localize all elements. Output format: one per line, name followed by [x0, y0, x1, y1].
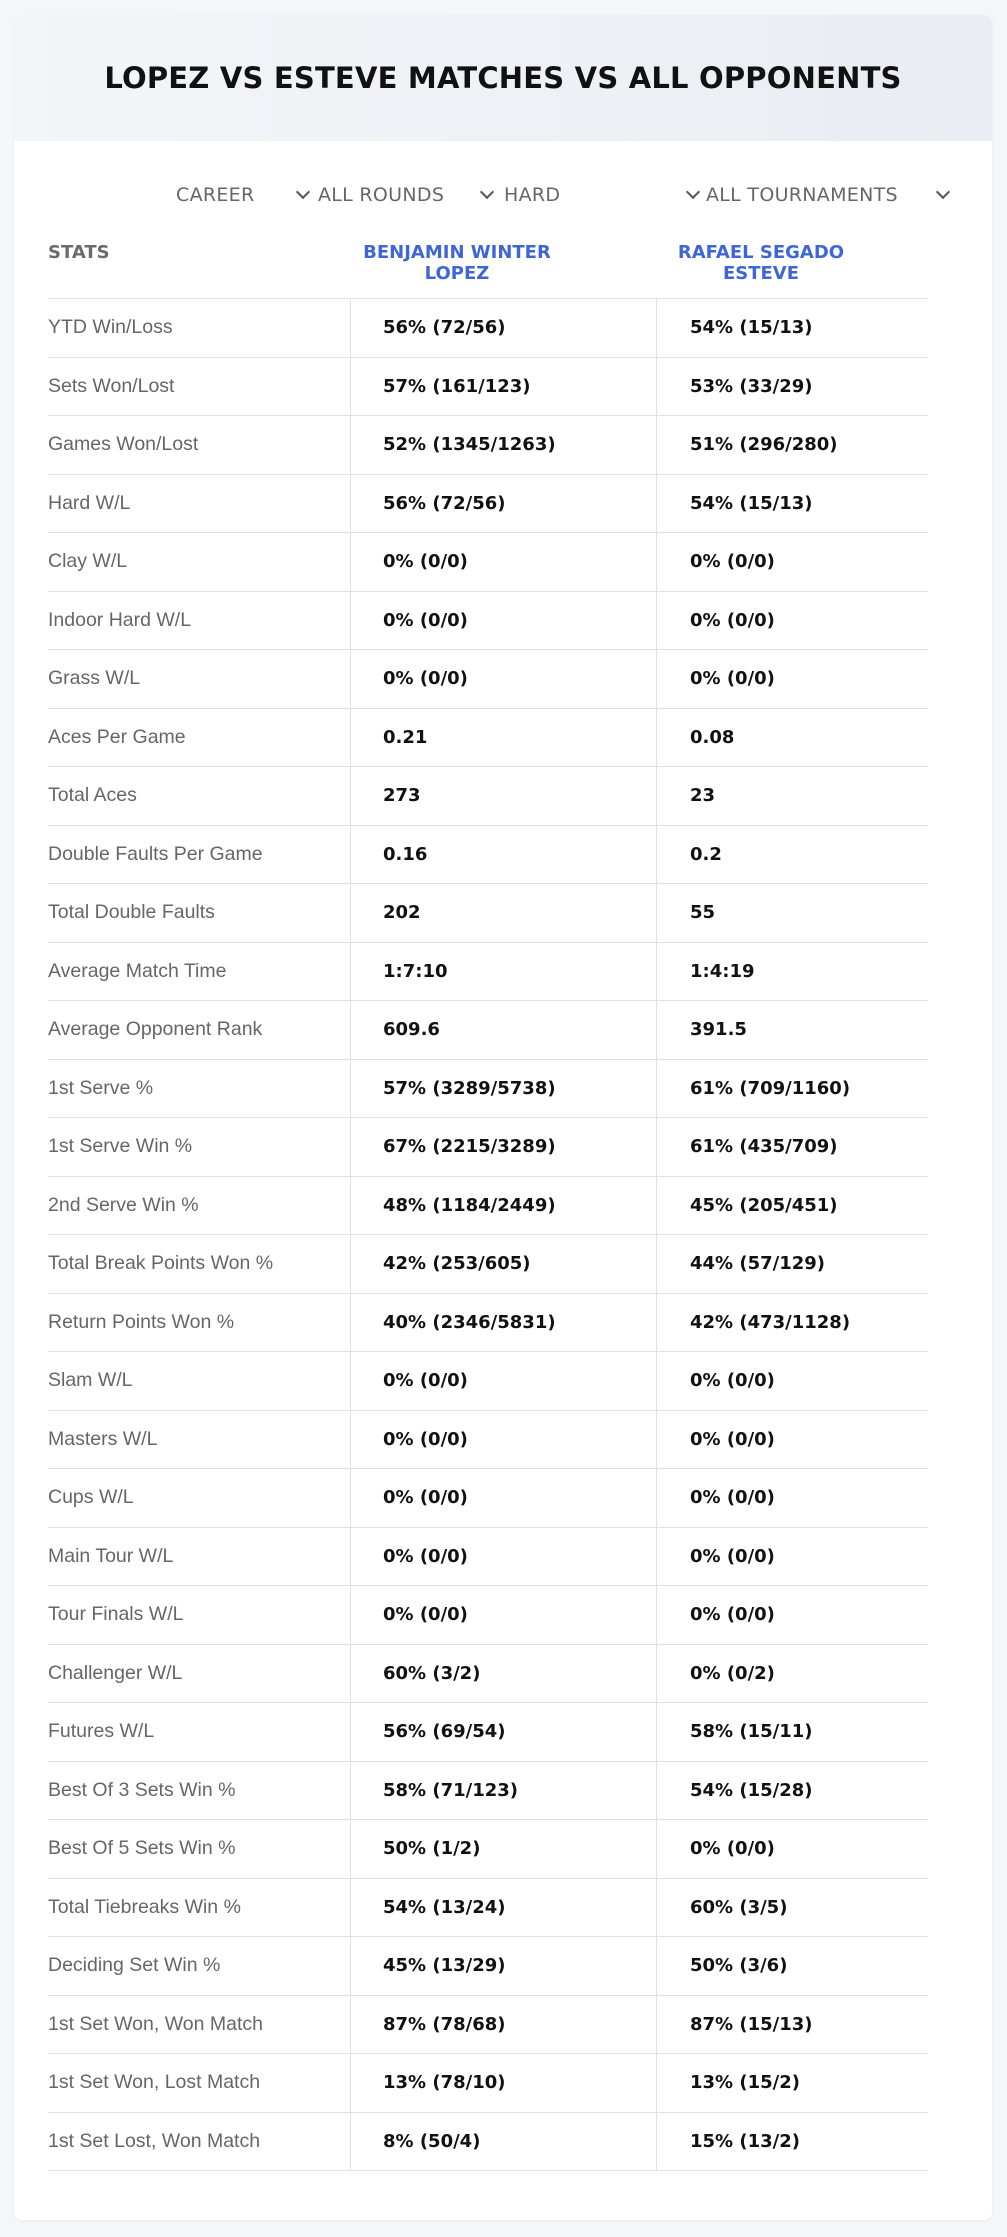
player1-value: 52% (1345/1263) [383, 434, 556, 456]
player2-value: 87% (15/13) [690, 2013, 813, 2035]
stat-label: Total Tiebreaks Win % [48, 1895, 241, 1918]
table-row [48, 1645, 928, 1704]
stat-label: Tour Finals W/L [48, 1603, 184, 1626]
player1-value: 13% (78/10) [383, 2072, 506, 2094]
player1-value: 273 [383, 785, 421, 807]
stat-label: Masters W/L [48, 1427, 158, 1450]
player1-value: 58% (71/123) [383, 1779, 518, 1801]
player1-value: 54% (13/24) [383, 1896, 506, 1918]
player2-value: 42% (473/1128) [690, 1311, 851, 1333]
table-row [48, 1177, 928, 1236]
table-row [48, 884, 928, 943]
stat-label: Slam W/L [48, 1369, 133, 1392]
player2-value: 61% (709/1160) [690, 1077, 851, 1099]
table-row [48, 767, 928, 826]
table-row [48, 358, 928, 417]
stat-label: Grass W/L [48, 667, 141, 690]
player1-value: 45% (13/29) [383, 1955, 506, 1977]
player1-value: 56% (72/56) [383, 492, 506, 514]
stats-column-header: STATS [48, 242, 110, 263]
player1-value: 8% (50/4) [383, 2130, 481, 2152]
table-row [48, 1586, 928, 1645]
player1-value: 57% (3289/5738) [383, 1077, 556, 1099]
table-row [48, 1762, 928, 1821]
table-body [48, 299, 928, 2171]
table-row [48, 299, 928, 358]
player2-value: 0.2 [690, 843, 722, 865]
player2-value: 15% (13/2) [690, 2130, 800, 2152]
stat-label: Total Break Points Won % [48, 1252, 274, 1275]
table-row [48, 2054, 928, 2113]
player2-value: 0.08 [690, 726, 735, 748]
player2-value: 51% (296/280) [690, 434, 838, 456]
table-row [48, 1060, 928, 1119]
player2-value: 13% (15/2) [690, 2072, 800, 2094]
stat-label: Best Of 5 Sets Win % [48, 1837, 236, 1860]
table-row [48, 1469, 928, 1528]
player1-value: 0.16 [383, 843, 428, 865]
player2-value: 391.5 [690, 1019, 747, 1041]
player1-value: 0% (0/0) [383, 1487, 468, 1509]
stat-label: Total Double Faults [48, 901, 215, 924]
table-row [48, 943, 928, 1002]
player2-value: 1:4:19 [690, 960, 755, 982]
chevron-down-icon [296, 185, 310, 199]
stat-label: Double Faults Per Game [48, 842, 263, 865]
table-row [48, 1001, 928, 1060]
player1-value: 0% (0/0) [383, 551, 468, 573]
player2-value: 53% (33/29) [690, 375, 813, 397]
chevron-down-icon [936, 185, 950, 199]
table-row [48, 650, 928, 709]
player2-value: 0% (0/0) [690, 1428, 775, 1450]
player2-value: 0% (0/0) [690, 1838, 775, 1860]
player1-value: 0% (0/0) [383, 609, 468, 631]
player1-value: 40% (2346/5831) [383, 1311, 556, 1333]
player2-value: 45% (205/451) [690, 1194, 838, 1216]
table-row [48, 826, 928, 885]
player2-value: 0% (0/2) [690, 1662, 775, 1684]
player2-value: 54% (15/13) [690, 492, 813, 514]
table-header [48, 222, 928, 299]
page-title: LOPEZ VS ESTEVE MATCHES VS ALL OPPONENTS [104, 61, 902, 95]
period-select[interactable] [176, 177, 314, 213]
player1-value: 202 [383, 902, 421, 924]
table-row [48, 1411, 928, 1470]
table-row [48, 1235, 928, 1294]
player2-value: 54% (15/28) [690, 1779, 813, 1801]
table-row [48, 1996, 928, 2055]
surface-select[interactable] [504, 177, 704, 213]
stat-label: Best Of 3 Sets Win % [48, 1778, 236, 1801]
player1-value: 42% (253/605) [383, 1253, 531, 1275]
stat-label: Main Tour W/L [48, 1544, 174, 1567]
chevron-down-icon [480, 185, 494, 199]
table-row [48, 1703, 928, 1762]
player2-value: 0% (0/0) [690, 609, 775, 631]
player1-value: 50% (1/2) [383, 1838, 481, 1860]
stat-label: Total Aces [48, 784, 137, 807]
table-row [48, 1118, 928, 1177]
stat-label: Average Opponent Rank [48, 1018, 263, 1041]
surface-select-value: HARD [504, 184, 561, 206]
player1-value: 0% (0/0) [383, 1545, 468, 1567]
player2-value: 58% (15/11) [690, 1721, 813, 1743]
player1-column-header[interactable]: BENJAMIN WINTER LOPEZ [363, 242, 551, 284]
player2-value: 55 [690, 902, 716, 924]
stat-label: Aces Per Game [48, 725, 186, 748]
table-row [48, 1352, 928, 1411]
player2-value: 0% (0/0) [690, 1545, 775, 1567]
player1-value: 0% (0/0) [383, 1604, 468, 1626]
player1-value: 48% (1184/2449) [383, 1194, 556, 1216]
stat-label: Futures W/L [48, 1720, 155, 1743]
player2-value: 0% (0/0) [690, 1487, 775, 1509]
stat-label: 1st Set Won, Won Match [48, 2012, 263, 2035]
player2-value: 0% (0/0) [690, 551, 775, 573]
stat-label: Hard W/L [48, 491, 131, 514]
player1-value: 56% (69/54) [383, 1721, 506, 1743]
player2-value: 54% (15/13) [690, 317, 813, 339]
player2-value: 0% (0/0) [690, 1604, 775, 1626]
player1-value: 0% (0/0) [383, 1370, 468, 1392]
player1-value: 0% (0/0) [383, 668, 468, 690]
stat-label: 1st Serve % [48, 1076, 154, 1099]
player2-value: 23 [690, 785, 716, 807]
table-row [48, 592, 928, 651]
table-row [48, 2113, 928, 2172]
player1-value: 57% (161/123) [383, 375, 531, 397]
player2-value: 61% (435/709) [690, 1136, 838, 1158]
stat-label: Challenger W/L [48, 1661, 183, 1684]
player2-value: 0% (0/0) [690, 668, 775, 690]
player2-value: 50% (3/6) [690, 1955, 788, 1977]
tournaments-select[interactable] [706, 177, 954, 213]
player1-value: 1:7:10 [383, 960, 448, 982]
player1-value: 609.6 [383, 1019, 440, 1041]
tournaments-select-value: ALL TOURNAMENTS [706, 184, 898, 206]
card-header [14, 15, 992, 141]
rounds-select-value: ALL ROUNDS [318, 184, 445, 206]
player2-column-header[interactable]: RAFAEL SEGADO ESTEVE [677, 242, 845, 284]
player1-value: 87% (78/68) [383, 2013, 506, 2035]
player2-value: 60% (3/5) [690, 1896, 788, 1918]
player1-value: 0.21 [383, 726, 428, 748]
table-row [48, 1820, 928, 1879]
table-row [48, 1294, 928, 1353]
stat-label: Return Points Won % [48, 1310, 235, 1333]
stat-label: Cups W/L [48, 1486, 134, 1509]
stat-label: 1st Serve Win % [48, 1135, 193, 1158]
table-row [48, 416, 928, 475]
stat-label: Sets Won/Lost [48, 374, 175, 397]
period-select-value: CAREER [176, 184, 255, 206]
chevron-down-icon [686, 185, 700, 199]
stat-label: YTD Win/Loss [48, 316, 173, 339]
player2-value: 0% (0/0) [690, 1370, 775, 1392]
table-row [48, 475, 928, 534]
stat-label: Clay W/L [48, 550, 128, 573]
stat-label: Deciding Set Win % [48, 1954, 221, 1977]
stat-label: Average Match Time [48, 959, 227, 982]
player2-value: 44% (57/129) [690, 1253, 825, 1275]
stat-label: 1st Set Won, Lost Match [48, 2071, 261, 2094]
stat-label: Games Won/Lost [48, 433, 199, 456]
stat-label: 1st Set Lost, Won Match [48, 2129, 261, 2152]
table-row [48, 1528, 928, 1587]
table-row [48, 1937, 928, 1996]
player1-value: 0% (0/0) [383, 1428, 468, 1450]
rounds-select[interactable] [318, 177, 498, 213]
player1-value: 60% (3/2) [383, 1662, 481, 1684]
player1-value: 67% (2215/3289) [383, 1136, 556, 1158]
table-row [48, 1879, 928, 1938]
stat-label: Indoor Hard W/L [48, 608, 192, 631]
stat-label: 2nd Serve Win % [48, 1193, 199, 1216]
table-row [48, 533, 928, 592]
table-row [48, 709, 928, 768]
player1-value: 56% (72/56) [383, 317, 506, 339]
stats-table [48, 222, 928, 2171]
